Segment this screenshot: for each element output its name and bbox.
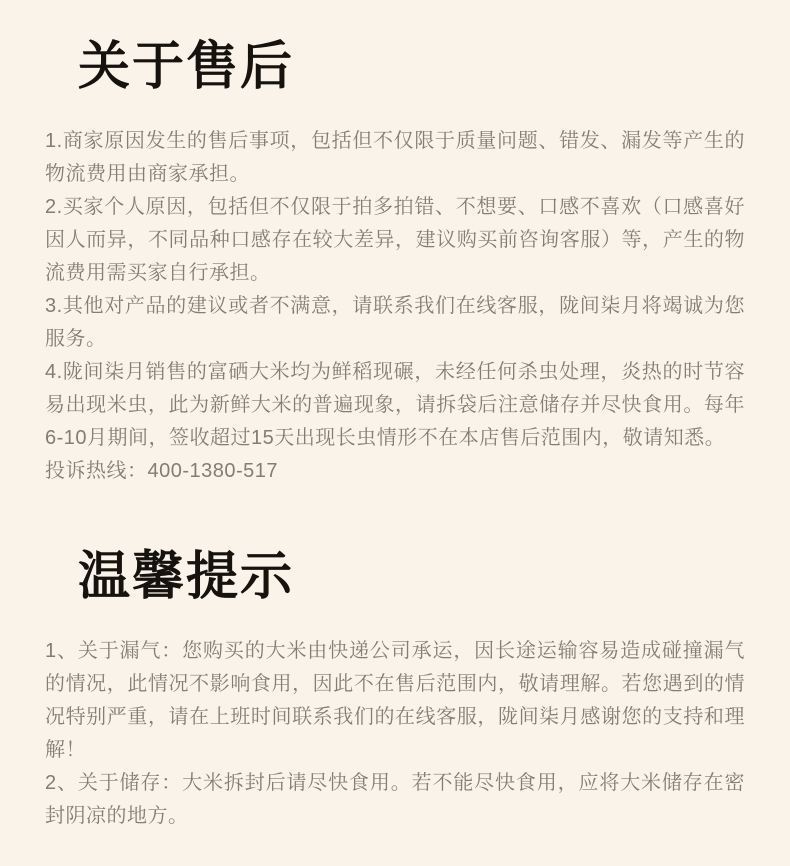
warm-tips-text-block (45, 635, 745, 833)
warm-tips-item-1: 1、关于漏气：您购买的大米由快递公司承运，因长途运输容易造成碰撞漏气的情况，此情况不影响食用，因此不在售后范围内，敬请理解。若您遇到的情况特别严重，请在上班时间联系我们的在线客服，陇间柒月感谢您的支持和理解！ (45, 640, 745, 761)
hotline-label: 投诉热线： (45, 460, 148, 482)
warm-tips-section (0, 488, 790, 833)
warm-tips-title: 温馨提示 (78, 548, 295, 606)
warm-tips-item-2: 2、关于储存：大米拆封后请尽快食用。若不能尽快食用，应将大米储存在密封阴凉的地方。 (45, 772, 745, 827)
complaint-hotline (45, 455, 745, 488)
after-sales-title: 关于售后 (78, 38, 295, 96)
after-sales-item-3: 3.其他对产品的建议或者不满意，请联系我们在线客服，陇间柒月将竭诚为您服务。 (45, 295, 745, 350)
after-sales-item-4: 4.陇间柒月销售的富硒大米均为鲜稻现碾，未经任何杀虫处理，炎热的时节容易出现米虫，此为新鲜大米的普遍现象，请拆袋后注意储存并尽快食用。每年6-10月期间，签收超过15天出现长虫情形不在本店售后范围内，敬请知悉。 (45, 361, 745, 449)
hotline-number: 400-1380-517 (147, 460, 279, 482)
after-sales-item-1: 1.商家原因发生的售后事项，包括但不仅限于质量问题、错发、漏发等产生的物流费用由商家承担。 (45, 130, 745, 185)
after-sales-text-block (45, 125, 745, 488)
after-sales-item-2: 2.买家个人原因，包括但不仅限于拍多拍错、不想要、口感不喜欢（口感喜好因人而异，不同品种口感存在较大差异，建议购买前咨询客服）等，产生的物流费用需买家自行承担。 (45, 196, 745, 284)
